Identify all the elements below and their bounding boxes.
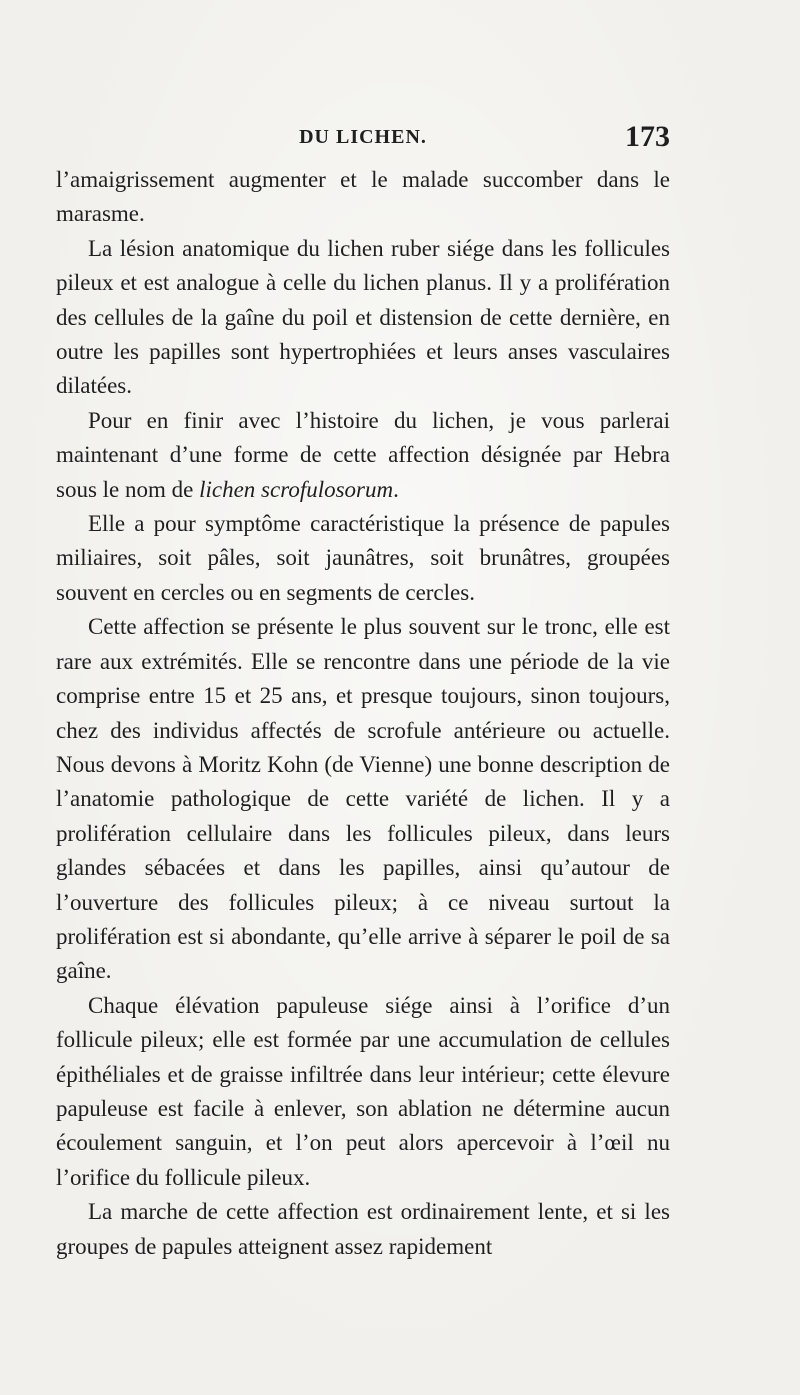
paragraph: La marche de cette affection est ordinairement lente, et si les groupes de papules atteignent assez rapidement	[56, 1199, 670, 1259]
italic-term: lichen scrofulosorum	[199, 476, 394, 502]
paragraph	[56, 404, 670, 507]
paragraph: l’amaigrissement augmenter et le malade succomber dans le marasme.	[56, 167, 670, 227]
paragraph: La lésion anatomique du lichen ruber siége dans les follicules pileux et est analogue à celle du lichen planus. Il y a prolifération des cellules de la gaîne du poil et distension de cette dernière, en outre les papilles sont hypertrophiées et leurs anses vasculaires dilatées.	[56, 235, 670, 399]
page-number: 173	[625, 120, 670, 153]
paragraph: Chaque élévation papuleuse siége ainsi à l’orifice d’un follicule pileux; elle est formée par une accumulation de cellules épithéliales et de graisse infiltrée dans leur intérieur; cette élevure papuleuse est facile à enlever, son ablation ne détermine aucun écoulement sanguin, et l’on peut alors apercevoir à l’œil nu l’orifice du follicule pileux.	[56, 992, 670, 1190]
running-head: DU LICHEN.	[299, 126, 427, 148]
paragraph: Cette affection se présente le plus souvent sur le tronc, elle est rare aux extrémités. Elle se rencontre dans une période de la vie comprise entre 15 et 25 ans, et presque toujours, sinon toujours, chez des individus affectés de scrofule antérieure ou actuelle. Nous devons à Moritz Kohn (de Vienne) une bonne description de l’anatomie pathologique de cette variété de lichen. Il y a prolifération cellulaire dans les follicules pileux, dans leurs glandes sébacées et dans les papilles, ainsi qu’autour de l’ouverture des follicules pileux; à ce niveau surtout la prolifération est si abondante, qu’elle arrive à séparer le poil de sa gaîne.	[56, 614, 670, 984]
paragraph-text: .	[393, 476, 399, 502]
paragraph: Elle a pour symptôme caractéristique la présence de papules miliaires, soit pâles, soit jaunâtres, soit brunâtres, groupées souvent en cercles ou en segments de cercles.	[56, 511, 670, 605]
page-header	[56, 120, 670, 160]
body-text	[56, 163, 670, 1264]
paragraph-text: Pour en finir avec l’histoire du lichen, je vous parlerai maintenant d’une forme de cette affection désignée par Hebra sous le nom de	[56, 407, 670, 502]
